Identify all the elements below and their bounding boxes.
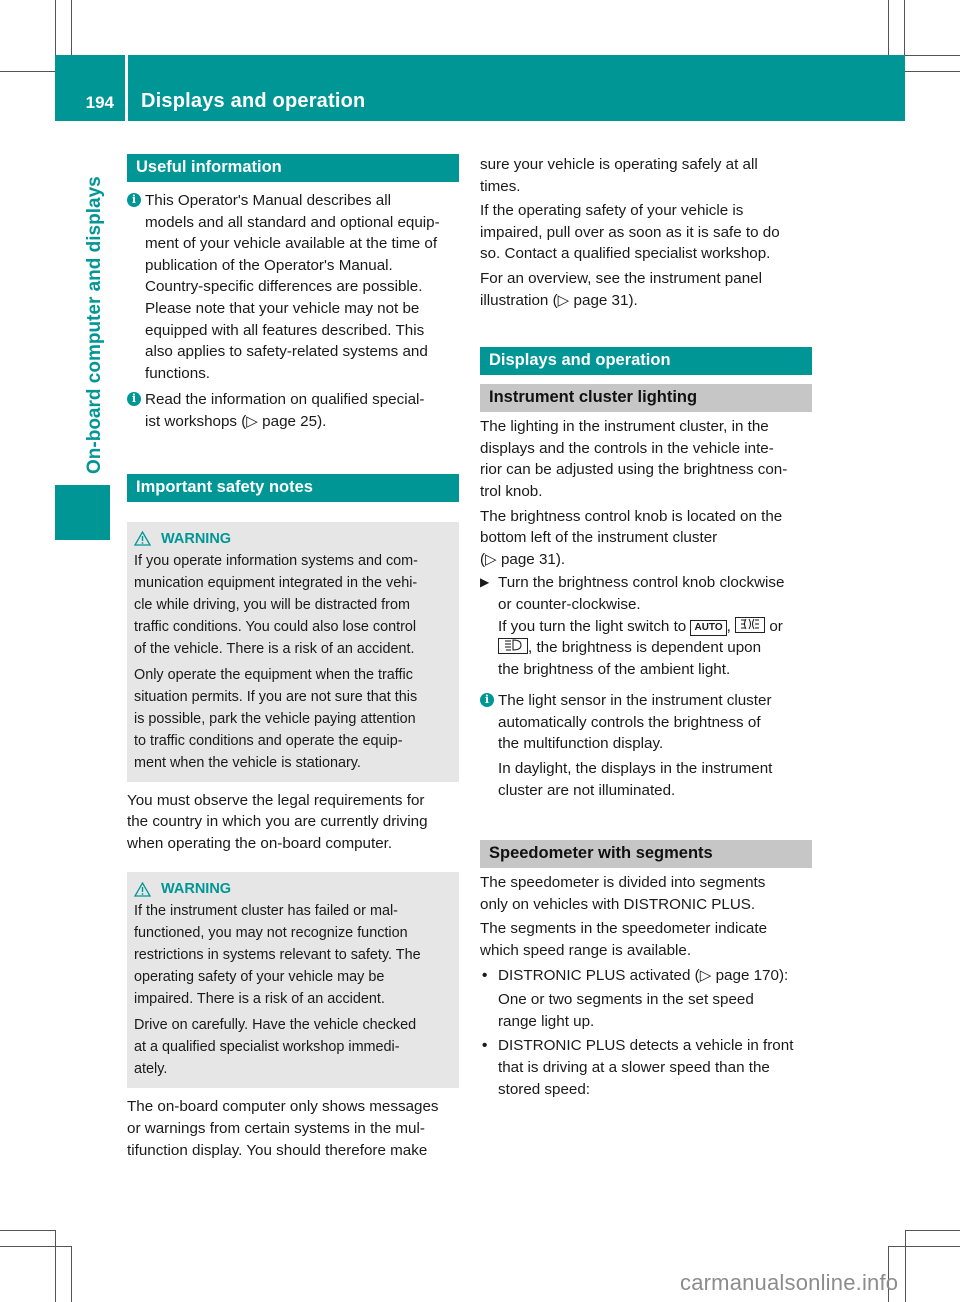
warning-line: operating safety of your vehicle may be <box>134 969 385 986</box>
warning-line: functioned, you may not recognize function <box>134 925 408 942</box>
note-line: functions. <box>145 364 211 382</box>
body-paragraph <box>480 200 812 265</box>
warning-box <box>127 522 459 782</box>
body-paragraph <box>480 154 812 197</box>
note-line: Country-specific differences are possible. <box>145 278 423 296</box>
warning-line: If the instrument cluster has failed or mal- <box>134 903 398 920</box>
body-paragraph <box>480 872 812 915</box>
warning-line: If you operate information systems and com- <box>134 552 418 569</box>
step-text: If you turn the light switch to <box>498 617 687 635</box>
bullet-item <box>480 965 812 1033</box>
body-paragraph <box>127 790 459 855</box>
body-line: so. Contact a qualified specialist workshop. <box>480 245 771 263</box>
left-column <box>127 154 459 1161</box>
crop-mark <box>55 0 56 55</box>
body-line: impaired, pull over as soon as it is safe to do <box>480 223 780 241</box>
note-line: In daylight, the displays in the instrument <box>498 760 773 778</box>
step-line: or counter-clockwise. <box>498 595 641 613</box>
bullet-line: stored speed: <box>498 1080 591 1098</box>
body-line: sure your vehicle is operating safely at all <box>480 156 758 173</box>
body-line: The speedometer is divided into segments <box>480 874 766 892</box>
heading-displays-and-operation: Displays and operation <box>480 347 812 375</box>
crop-mark <box>71 0 72 55</box>
info-icon: i <box>480 693 494 707</box>
body-paragraph <box>480 918 812 961</box>
warning-title <box>134 878 452 900</box>
body-line: which speed range is available. <box>480 942 692 960</box>
warning-triangle-icon <box>134 531 151 546</box>
body-line: You must observe the legal requirements for <box>127 791 425 809</box>
body-line: The on-board computer only shows messages <box>127 1098 439 1116</box>
bullet-line[interactable]: DISTRONIC PLUS activated (▷ page 170): <box>498 966 789 984</box>
info-icon: i <box>127 193 141 207</box>
warning-line: Only operate the equipment when the traffic <box>134 666 413 683</box>
step-line <box>498 637 812 659</box>
page-number-box <box>55 55 125 121</box>
page-reference-link[interactable]: illustration (▷ page 31). <box>480 291 638 309</box>
bullet-item <box>480 1035 812 1100</box>
warning-box <box>127 872 459 1088</box>
body-line: trol knob. <box>480 482 543 500</box>
instruction-step <box>480 572 812 680</box>
bullet-icon: • <box>482 1037 488 1055</box>
note-line: equipped with all features described. This <box>145 321 425 339</box>
auto-light-switch-icon: AUTO <box>690 620 726 636</box>
page-reference-link[interactable]: (▷ page 31). <box>480 550 566 568</box>
body-line: The segments in the speedometer indicate <box>480 920 768 938</box>
section-header-bar <box>128 55 905 121</box>
note-line: publication of the Operator's Manual. <box>145 256 393 274</box>
headlamp-glyph-icon <box>502 639 524 651</box>
crop-mark <box>904 71 960 72</box>
body-line: or warnings from certain systems in the mul- <box>127 1119 425 1137</box>
crop-mark <box>0 1246 72 1247</box>
crop-mark <box>71 1246 72 1302</box>
body-line: bottom left of the instrument cluster <box>480 529 718 547</box>
body-line: For an overview, see the instrument panel <box>480 269 762 287</box>
step-text: , <box>726 617 731 635</box>
note-line: models and all standard and optional equip- <box>145 213 440 231</box>
crop-mark <box>0 1230 55 1231</box>
body-line: displays and the controls in the vehicle inte- <box>480 439 774 457</box>
crop-mark <box>888 0 889 55</box>
body-paragraph <box>480 268 812 311</box>
body-line: times. <box>480 177 521 195</box>
heading-speedometer-with-segments: Speedometer with segments <box>480 840 812 868</box>
low-beam-glyph-icon <box>739 618 761 630</box>
body-line: only on vehicles with DISTRONIC PLUS. <box>480 895 756 913</box>
chapter-tab-marker <box>55 485 110 540</box>
step-line: the brightness of the ambient light. <box>498 660 731 678</box>
body-line: If the operating safety of your vehicle is <box>480 202 744 220</box>
page-reference-link[interactable]: ist workshops (▷ page 25). <box>145 412 327 430</box>
step-line <box>498 616 812 638</box>
note-line: cluster are not illuminated. <box>498 781 676 799</box>
warning-line: traffic conditions. You could also lose control <box>134 618 417 635</box>
note-line: Read the information on qualified special- <box>145 391 425 409</box>
body-paragraph <box>480 506 812 571</box>
crop-mark <box>888 1246 960 1247</box>
info-note <box>127 389 459 432</box>
body-line: tifunction display. You should therefore make <box>127 1141 428 1159</box>
step-text: , the brightness is dependent upon <box>528 639 762 657</box>
bullet-line: DISTRONIC PLUS detects a vehicle in front <box>498 1037 794 1055</box>
watermark: carmanualsonline.info <box>680 1270 899 1295</box>
right-column <box>480 154 812 1100</box>
warning-line: at a qualified specialist workshop immedi- <box>134 1039 400 1056</box>
body-paragraph <box>480 416 812 502</box>
info-note <box>480 690 812 801</box>
warning-label: WARNING <box>161 530 232 547</box>
warning-title <box>134 528 452 550</box>
note-line: the multifunction display. <box>498 735 664 753</box>
note-line: Please note that your vehicle may not be <box>145 299 420 317</box>
warning-line: of the vehicle. There is a risk of an accident. <box>134 640 415 657</box>
note-line: also applies to safety-related systems and <box>145 343 428 361</box>
warning-line: is possible, park the vehicle paying attention <box>134 710 416 727</box>
body-paragraph <box>127 1096 459 1161</box>
step-text: or <box>769 617 783 635</box>
warning-line: ately. <box>134 1061 168 1078</box>
heading-important-safety-notes: Important safety notes <box>127 474 459 502</box>
body-line: when operating the on-board computer. <box>127 834 393 852</box>
warning-line: cle while driving, you will be distracted from <box>134 596 410 613</box>
warning-line: Drive on carefully. Have the vehicle checked <box>134 1017 417 1034</box>
note-line: The light sensor in the instrument cluster <box>498 692 772 710</box>
info-icon: i <box>127 392 141 406</box>
warning-line: restrictions in systems relevant to safety. The <box>134 947 421 964</box>
crop-mark <box>905 1230 960 1231</box>
page-number: 194 <box>85 93 114 112</box>
crop-mark <box>905 1230 906 1302</box>
section-title: Displays and operation <box>141 90 366 112</box>
bullet-line: range light up. <box>498 1012 595 1030</box>
warning-line: situation permits. If you are not sure that this <box>134 688 418 705</box>
warning-triangle-icon <box>134 882 151 897</box>
body-line: rior can be adjusted using the brightness con- <box>480 461 788 479</box>
step-arrow-icon: ▶ <box>480 575 490 590</box>
body-line: the country in which you are currently driving <box>127 813 428 831</box>
note-line: automatically controls the brightness of <box>498 713 761 731</box>
note-line: This Operator's Manual describes all <box>145 192 392 209</box>
warning-line: to traffic conditions and operate the equip- <box>134 732 403 749</box>
headlamp-icon <box>498 638 528 654</box>
bullet-line: One or two segments in the set speed <box>498 991 754 1009</box>
bullet-icon: • <box>482 966 488 984</box>
note-line: ment of your vehicle available at the time of <box>145 235 438 253</box>
chapter-side-label: On-board computer and displays <box>84 176 105 474</box>
heading-useful-information: Useful information <box>127 154 459 182</box>
warning-label: WARNING <box>161 881 232 898</box>
heading-instrument-cluster-lighting: Instrument cluster lighting <box>480 384 812 412</box>
warning-line: ment when the vehicle is stationary. <box>134 754 361 771</box>
step-line: Turn the brightness control knob clockwise <box>498 574 785 592</box>
bullet-line: that is driving at a slower speed than the <box>498 1059 770 1076</box>
body-line: The lighting in the instrument cluster, in the <box>480 418 769 436</box>
crop-mark <box>0 71 55 72</box>
low-beam-icon <box>735 617 765 633</box>
body-line: The brightness control knob is located on the <box>480 507 783 525</box>
warning-line: impaired. There is a risk of an accident. <box>134 991 385 1008</box>
crop-mark <box>55 1230 56 1302</box>
warning-line: munication equipment integrated in the vehi- <box>134 574 418 591</box>
info-note <box>127 190 459 384</box>
